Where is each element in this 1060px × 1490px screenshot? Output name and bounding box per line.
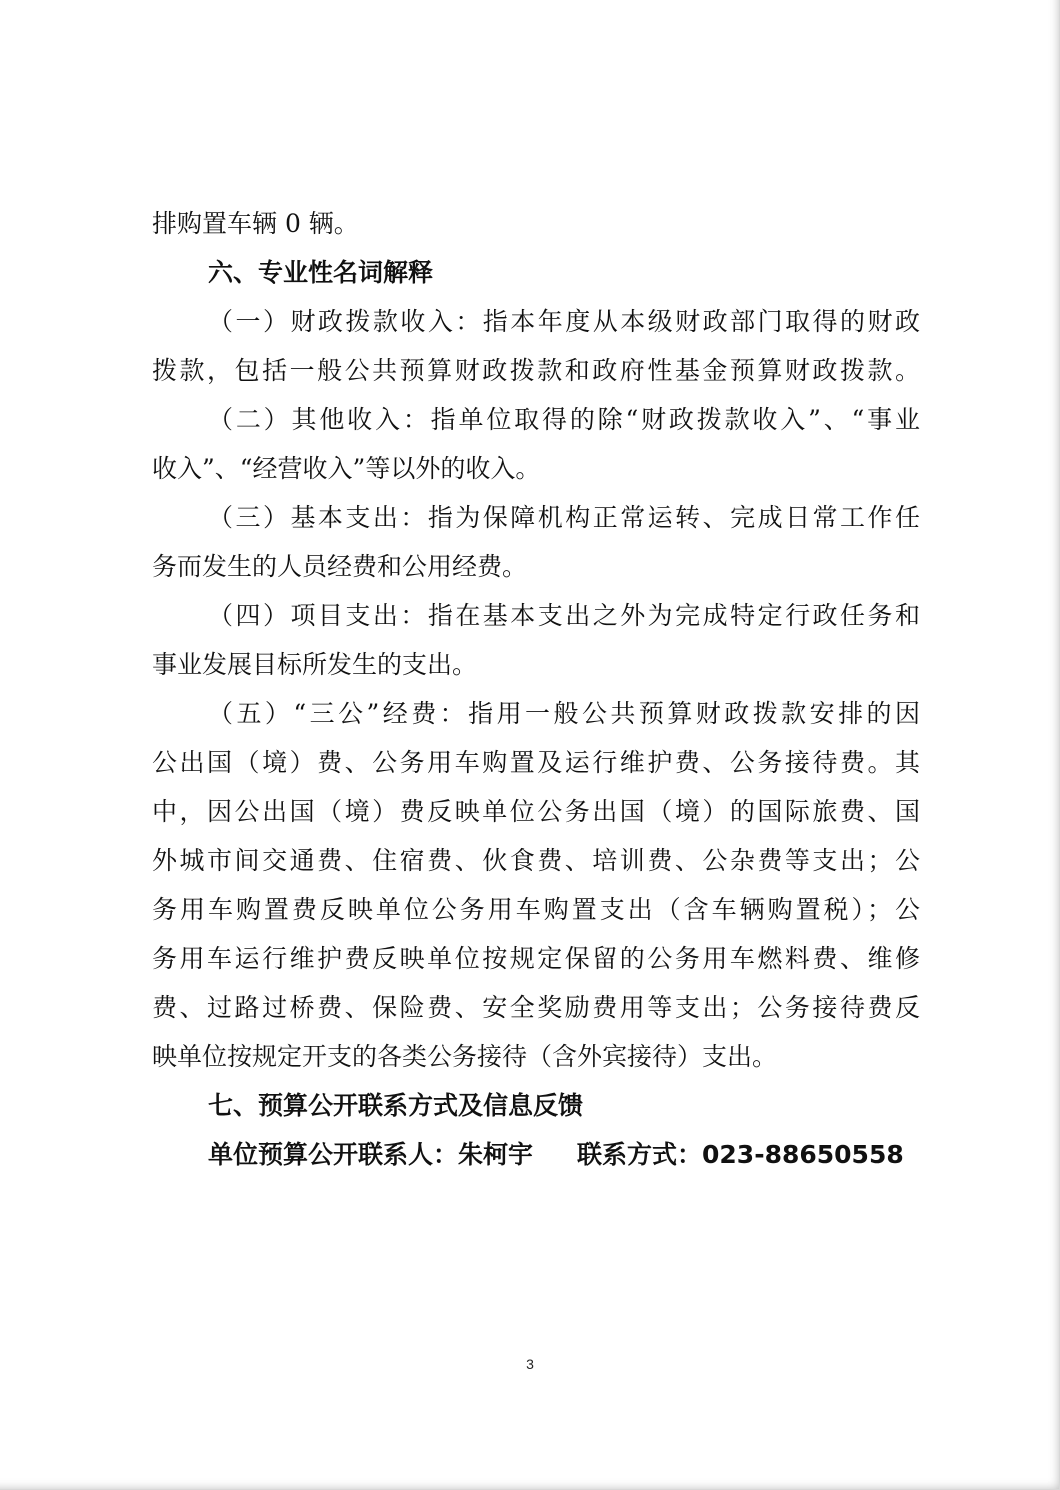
contact-person: 单位预算公开联系人：朱柯宇 — [208, 1140, 534, 1169]
contact-phone: 联系方式：023-88650558 — [577, 1140, 904, 1169]
document-body — [152, 199, 920, 1179]
paragraph-line: 排购置车辆 0 辆。 — [152, 209, 359, 238]
paragraph-line: 务用车运行维护费反映单位按规定保留的公务用车燃料费、维修 — [152, 944, 920, 973]
paragraph-line: 公出国（境）费、公务用车购置及运行维护费、公务接待费。其 — [152, 748, 920, 777]
paragraph-line: （二）其他收入：指单位取得的除“财政拨款收入”、“事业 — [208, 405, 920, 434]
paragraph-line: （一）财政拨款收入：指本年度从本级财政部门取得的财政 — [208, 307, 920, 336]
paragraph-line: 外城市间交通费、住宿费、伙食费、培训费、公杂费等支出；公 — [152, 846, 920, 875]
section-heading: 七、预算公开联系方式及信息反馈 — [208, 1091, 584, 1120]
paragraph-line: （四）项目支出：指在基本支出之外为完成特定行政任务和 — [208, 601, 920, 630]
section-heading: 六、专业性名词解释 — [208, 258, 434, 287]
paragraph-line: （三）基本支出：指为保障机构正常运转、完成日常工作任 — [208, 503, 920, 532]
paragraph-line: 费、过路过桥费、保险费、安全奖励费用等支出；公务接待费反 — [152, 993, 920, 1022]
paragraph-line: 中，因公出国（境）费反映单位公务出国（境）的国际旅费、国 — [152, 797, 920, 826]
page-number: 3 — [526, 1356, 534, 1372]
paragraph-line: 事业发展目标所发生的支出。 — [152, 650, 478, 679]
paragraph-line: （五）“三公”经费：指用一般公共预算财政拨款安排的因 — [208, 699, 920, 728]
paragraph-line: 务而发生的人员经费和公用经费。 — [152, 552, 528, 581]
paragraph-line: 拨款，包括一般公共预算财政拨款和政府性基金预算财政拨款。 — [152, 356, 920, 385]
paragraph-line: 务用车购置费反映单位公务用车购置支出（含车辆购置税）；公 — [152, 895, 920, 924]
paragraph-line: 映单位按规定开支的各类公务接待（含外宾接待）支出。 — [152, 1042, 778, 1071]
paragraph-line: 收入”、“经营收入”等以外的收入。 — [152, 454, 541, 483]
contact-line — [152, 1130, 920, 1179]
